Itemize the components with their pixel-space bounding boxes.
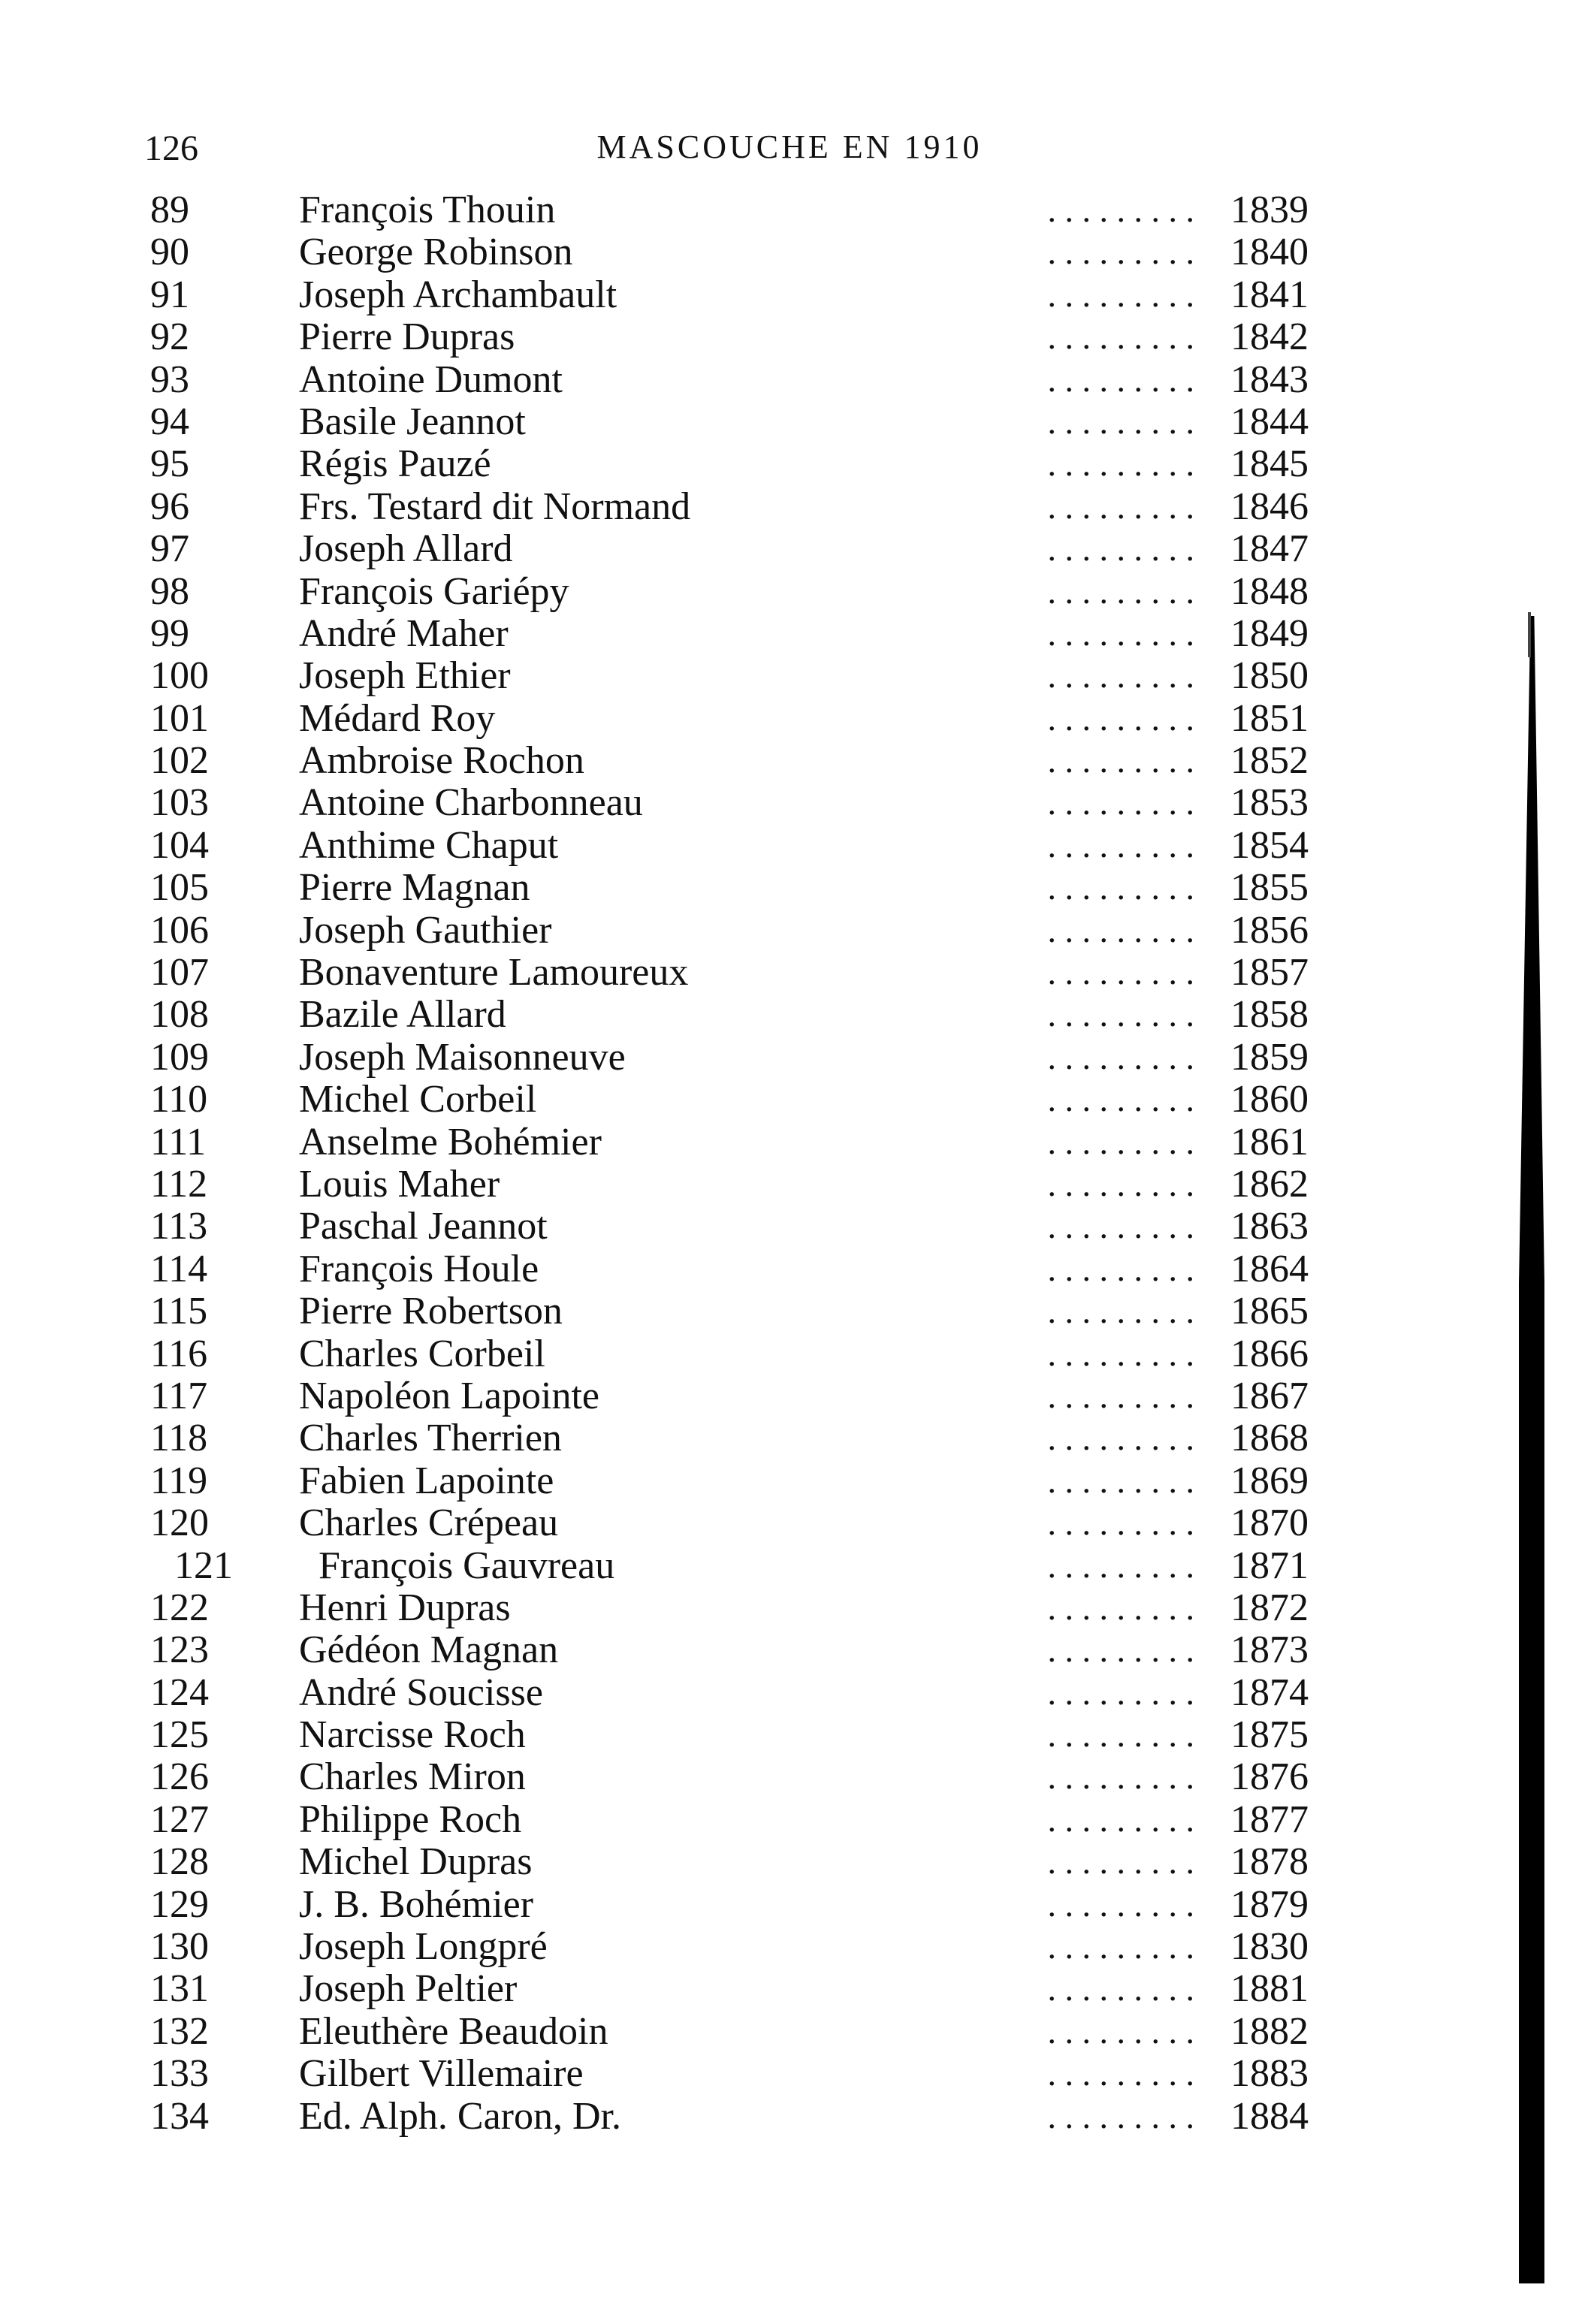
entry-year: 1873 [1230, 1628, 1309, 1672]
entry-year: 1876 [1230, 1755, 1309, 1799]
entry-name: Eleuthère Beaudoin [299, 2009, 608, 2053]
entry-number: 121 [174, 1544, 233, 1587]
dot-leader: . . . . . . . . . [1047, 402, 1194, 441]
list-item [0, 1799, 1579, 1841]
entry-year: 1860 [1230, 1078, 1309, 1121]
list-item [0, 1884, 1579, 1926]
entry-number: 110 [150, 1078, 208, 1121]
list-item [0, 401, 1579, 443]
entry-number: 133 [150, 2052, 209, 2096]
list-item [0, 1587, 1579, 1629]
entry-number: 113 [150, 1205, 208, 1248]
entry-year: 1850 [1230, 654, 1309, 698]
entry-number: 100 [150, 654, 209, 698]
entry-name: Gédéon Magnan [299, 1628, 559, 1672]
entry-year: 1846 [1230, 484, 1309, 528]
list-item [0, 1375, 1579, 1417]
list-item [0, 1248, 1579, 1290]
entry-year: 1864 [1230, 1247, 1309, 1290]
list-item [0, 2096, 1579, 2138]
dot-leader: . . . . . . . . . [1047, 1885, 1194, 1924]
entry-year: 1859 [1230, 1035, 1309, 1079]
entry-name: Régis Pauzé [299, 442, 491, 486]
entry-name: Ed. Alph. Caron, Dr. [299, 2094, 621, 2138]
entry-year: 1872 [1230, 1586, 1309, 1629]
dot-leader: . . . . . . . . . [1047, 953, 1194, 992]
entry-number: 101 [150, 696, 209, 740]
entry-number: 107 [150, 951, 209, 994]
entry-name: Bazile Allard [299, 993, 506, 1037]
dot-leader: . . . . . . . . . [1047, 910, 1194, 949]
entry-year: 1849 [1230, 611, 1309, 655]
entry-name: Basile Jeannot [299, 400, 526, 443]
list-item [0, 486, 1579, 528]
entry-name: Narcisse Roch [299, 1713, 526, 1757]
list-item [0, 1968, 1579, 2010]
entry-year: 1875 [1230, 1713, 1309, 1757]
entry-year: 1867 [1230, 1374, 1309, 1417]
list-item [0, 316, 1579, 358]
entry-year: 1847 [1230, 527, 1309, 571]
entry-name: Médard Roy [299, 696, 496, 740]
entry-name: Charles Corbeil [299, 1332, 545, 1375]
list-item [0, 740, 1579, 782]
dot-leader: . . . . . . . . . [1047, 318, 1194, 357]
entry-year: 1870 [1230, 1502, 1309, 1545]
entry-number: 92 [150, 315, 189, 359]
list-item [0, 1841, 1579, 1883]
dot-leader: . . . . . . . . . [1047, 995, 1194, 1034]
entry-number: 91 [150, 273, 189, 316]
list-item [0, 359, 1579, 401]
entry-year: 1878 [1230, 1840, 1309, 1884]
entry-number: 129 [150, 1882, 209, 1926]
dot-leader: . . . . . . . . . [1047, 1334, 1194, 1373]
entry-year: 1852 [1230, 739, 1309, 783]
dot-leader: . . . . . . . . . [1047, 1037, 1194, 1076]
entry-name: André Maher [299, 611, 509, 655]
dot-leader: . . . . . . . . . [1047, 1843, 1194, 1882]
list-item [0, 952, 1579, 994]
entry-name: Joseph Ethier [299, 654, 511, 698]
list-item [0, 1121, 1579, 1164]
dot-leader: . . . . . . . . . [1047, 1673, 1194, 1712]
list-item [0, 613, 1579, 655]
entry-year: 1877 [1230, 1797, 1309, 1841]
entry-number: 134 [150, 2094, 209, 2138]
entry-number: 99 [150, 611, 189, 655]
entry-name: Philippe Roch [299, 1797, 522, 1841]
dot-leader: . . . . . . . . . [1047, 2054, 1194, 2093]
list-item [0, 231, 1579, 273]
dot-leader: . . . . . . . . . [1047, 1292, 1194, 1331]
entry-name: Frs. Testard dit Normand [299, 484, 691, 528]
list-item [0, 1290, 1579, 1333]
entry-number: 93 [150, 358, 189, 401]
entry-name: François Gariépy [299, 569, 569, 613]
list-item [0, 1629, 1579, 1671]
dot-leader: . . . . . . . . . [1047, 1504, 1194, 1543]
list-item [0, 655, 1579, 697]
dot-leader: . . . . . . . . . [1047, 741, 1194, 780]
list-item [0, 1079, 1579, 1121]
entry-name: François Gauvreau [319, 1544, 615, 1587]
entry-year: 1879 [1230, 1882, 1309, 1926]
entry-name: George Robinson [299, 231, 573, 274]
list-item [0, 994, 1579, 1036]
entry-name: Pierre Magnan [299, 866, 530, 910]
entry-number: 98 [150, 569, 189, 613]
entry-year: 1857 [1230, 951, 1309, 994]
list-item [0, 825, 1579, 867]
dot-leader: . . . . . . . . . [1047, 656, 1194, 696]
entry-number: 126 [150, 1755, 209, 1799]
dot-leader: . . . . . . . . . [1047, 1588, 1194, 1627]
entry-name: François Houle [299, 1247, 539, 1290]
entry-year: 1866 [1230, 1332, 1309, 1375]
entry-year: 1844 [1230, 400, 1309, 443]
entry-number: 103 [150, 781, 209, 825]
entry-number: 115 [150, 1290, 208, 1333]
dot-leader: . . . . . . . . . [1047, 614, 1194, 653]
entry-name: Fabien Lapointe [299, 1459, 554, 1502]
entry-number: 95 [150, 442, 189, 486]
entry-number: 118 [150, 1417, 208, 1460]
entry-year: 1845 [1230, 442, 1309, 486]
entry-name: Joseph Archambault [299, 273, 617, 316]
entry-name: Charles Crépeau [299, 1502, 559, 1545]
dot-leader: . . . . . . . . . [1047, 191, 1194, 229]
entry-year: 1843 [1230, 358, 1309, 401]
entry-year: 1881 [1230, 1967, 1309, 2011]
entry-number: 131 [150, 1967, 209, 2011]
dot-leader: . . . . . . . . . [1047, 1461, 1194, 1500]
entry-number: 132 [150, 2009, 209, 2053]
entry-name: Antoine Charbonneau [299, 781, 643, 825]
list-item [0, 1417, 1579, 1459]
entry-number: 123 [150, 1628, 209, 1672]
dot-leader: . . . . . . . . . [1047, 1546, 1194, 1585]
entry-number: 89 [150, 189, 189, 231]
list-item [0, 910, 1579, 952]
dot-leader: . . . . . . . . . [1047, 572, 1194, 611]
dot-leader: . . . . . . . . . [1047, 825, 1194, 865]
entry-name: Joseph Longpré [299, 1925, 548, 1969]
entry-year: 1868 [1230, 1417, 1309, 1460]
dot-leader: . . . . . . . . . [1047, 783, 1194, 822]
entry-number: 97 [150, 527, 189, 571]
entry-name: Pierre Robertson [299, 1290, 563, 1333]
list-item [0, 1460, 1579, 1502]
entry-year: 1848 [1230, 569, 1309, 613]
dot-leader: . . . . . . . . . [1047, 1080, 1194, 1119]
dot-leader: . . . . . . . . . [1047, 1164, 1194, 1203]
entry-name: Paschal Jeannot [299, 1205, 548, 1248]
entry-name: Gilbert Villemaire [299, 2052, 584, 2096]
entry-year: 1830 [1230, 1925, 1309, 1969]
page-number: 126 [144, 128, 198, 168]
entry-number: 127 [150, 1797, 209, 1841]
entry-year: 1840 [1230, 231, 1309, 274]
entry-year: 1853 [1230, 781, 1309, 825]
entry-name: Michel Dupras [299, 1840, 533, 1884]
entry-name: Anselme Bohémier [299, 1120, 602, 1164]
entry-year: 1841 [1230, 273, 1309, 316]
dot-leader: . . . . . . . . . [1047, 1927, 1194, 1966]
entry-name: Charles Miron [299, 1755, 526, 1799]
dot-leader: . . . . . . . . . [1047, 1969, 1194, 2009]
entry-name: J. B. Bohémier [299, 1882, 533, 1926]
entry-number: 108 [150, 993, 209, 1037]
dot-leader: . . . . . . . . . [1047, 1631, 1194, 1670]
entry-year: 1855 [1230, 866, 1309, 910]
list-item [0, 1206, 1579, 1248]
entry-name: Antoine Dumont [299, 358, 563, 401]
dot-leader: . . . . . . . . . [1047, 275, 1194, 314]
list-item [0, 1714, 1579, 1756]
dot-leader: . . . . . . . . . [1047, 360, 1194, 399]
list-item [0, 1672, 1579, 1714]
entry-number: 125 [150, 1713, 209, 1757]
entry-year: 1842 [1230, 315, 1309, 359]
entry-name: Bonaventure Lamoureux [299, 951, 689, 994]
entry-number: 114 [150, 1247, 208, 1290]
entry-number: 106 [150, 908, 209, 952]
entry-name: Joseph Peltier [299, 1967, 518, 2011]
entry-number: 109 [150, 1035, 209, 1079]
entry-year: 1882 [1230, 2009, 1309, 2053]
entry-year: 1854 [1230, 823, 1309, 867]
entry-year: 1858 [1230, 993, 1309, 1037]
entry-name: Ambroise Rochon [299, 739, 584, 783]
list-item [0, 1502, 1579, 1544]
entry-name: Anthime Chaput [299, 823, 559, 867]
list-item [0, 2011, 1579, 2053]
binding-hair [1528, 612, 1531, 657]
list-item [0, 1333, 1579, 1375]
list-item [0, 782, 1579, 824]
dot-leader: . . . . . . . . . [1047, 1376, 1194, 1415]
dot-leader: . . . . . . . . . [1047, 1716, 1194, 1755]
entry-number: 120 [150, 1502, 209, 1545]
entry-name: Michel Corbeil [299, 1078, 537, 1121]
entry-name: Charles Therrien [299, 1417, 562, 1460]
list-item [0, 867, 1579, 909]
dot-leader: . . . . . . . . . [1047, 1207, 1194, 1246]
list-item [0, 189, 1579, 231]
dot-leader: . . . . . . . . . [1047, 1249, 1194, 1288]
entry-number: 112 [150, 1162, 208, 1206]
entry-year: 1871 [1230, 1544, 1309, 1587]
entry-number: 117 [150, 1374, 208, 1417]
entry-name: Joseph Maisonneuve [299, 1035, 626, 1079]
dot-leader: . . . . . . . . . [1047, 1758, 1194, 1797]
entry-year: 1863 [1230, 1205, 1309, 1248]
entry-number: 111 [150, 1120, 207, 1164]
dot-leader: . . . . . . . . . [1047, 868, 1194, 907]
dot-leader: . . . . . . . . . [1047, 1419, 1194, 1458]
entry-name: Joseph Allard [299, 527, 513, 571]
entry-year: 1856 [1230, 908, 1309, 952]
list-item [0, 571, 1579, 613]
list-item [0, 443, 1579, 485]
dot-leader: . . . . . . . . . [1047, 1122, 1194, 1161]
entry-year: 1865 [1230, 1290, 1309, 1333]
entry-number: 122 [150, 1586, 209, 1629]
list-item [0, 528, 1579, 570]
dot-leader: . . . . . . . . . [1047, 530, 1194, 569]
entry-number: 90 [150, 231, 189, 274]
entry-number: 94 [150, 400, 189, 443]
list-item [0, 1164, 1579, 1206]
entry-year: 1869 [1230, 1459, 1309, 1502]
dot-leader: . . . . . . . . . [1047, 2096, 1194, 2135]
entry-name: Napoléon Lapointe [299, 1374, 599, 1417]
entry-number: 104 [150, 823, 209, 867]
list-item [0, 1926, 1579, 1968]
entry-number: 128 [150, 1840, 209, 1884]
dot-leader: . . . . . . . . . [1047, 699, 1194, 738]
dot-leader: . . . . . . . . . [1047, 2012, 1194, 2051]
entry-year: 1883 [1230, 2052, 1309, 2096]
entry-name: François Thouin [299, 189, 556, 231]
entry-year: 1884 [1230, 2094, 1309, 2138]
entry-year: 1874 [1230, 1671, 1309, 1714]
entry-list [0, 189, 1579, 2138]
entry-name: André Soucisse [299, 1671, 543, 1714]
list-item [0, 1545, 1579, 1587]
entry-name: Pierre Dupras [299, 315, 515, 359]
dot-leader: . . . . . . . . . [1047, 445, 1194, 484]
list-item [0, 274, 1579, 316]
entry-number: 102 [150, 739, 209, 783]
entry-number: 124 [150, 1671, 209, 1714]
entry-year: 1862 [1230, 1162, 1309, 1206]
entry-number: 119 [150, 1459, 208, 1502]
entry-name: Louis Maher [299, 1162, 500, 1206]
entry-year: 1861 [1230, 1120, 1309, 1164]
running-title: MASCOUCHE EN 1910 [596, 128, 983, 165]
entry-name: Joseph Gauthier [299, 908, 552, 952]
list-item [0, 2053, 1579, 2095]
list-item [0, 1037, 1579, 1079]
entry-number: 130 [150, 1925, 209, 1969]
entry-number: 96 [150, 484, 189, 528]
entry-number: 105 [150, 866, 209, 910]
dot-leader: . . . . . . . . . [1047, 487, 1194, 526]
entry-year: 1839 [1230, 189, 1309, 231]
entry-year: 1851 [1230, 696, 1309, 740]
entry-name: Henri Dupras [299, 1586, 511, 1629]
list-item [0, 698, 1579, 740]
dot-leader: . . . . . . . . . [1047, 1800, 1194, 1839]
dot-leader: . . . . . . . . . [1047, 233, 1194, 272]
list-item [0, 1756, 1579, 1798]
entry-number: 116 [150, 1332, 208, 1375]
